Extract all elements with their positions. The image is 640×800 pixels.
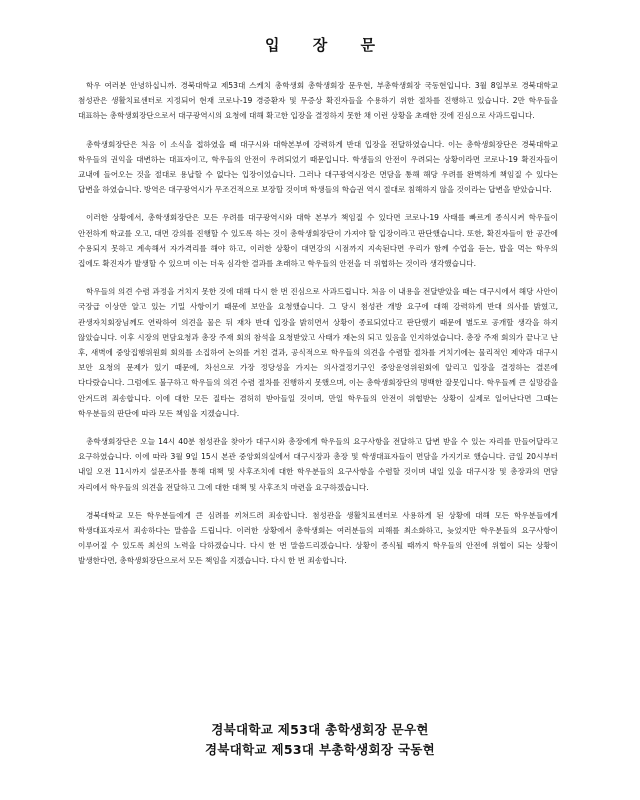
paragraph-apology: 학우들의 의견 수렴 과정을 거치지 못한 것에 대해 다시 한 번 진심으로 사과드립니다. 처음 이 내용을 전달받았을 때는 대구시에서 해당 사안이 국장급 이상만 알고 있는 기밀 사항이기 때문에 보안을 요청했습니다. 그 당시 첨성관 개방 요구에 대해 강력하게 반대 의사를 밝혔고, 관생자치회장님께도 연락하여 의견을 물은 뒤 재차 반대 입장을 밝히면서 상황이 종료되었다고 판단했기 때문에 별도로 공개할 생각을 하지 않았습니다. 이후 시장의 면담요청과 총장 주재 회의 참석을 요청받았고 사태가 재논의 되고 있음을 인지하였습니다. 총장 주재 회의가 끝나고 난 후, 새벽에 중앙집행위원회 회의를 소집하여 논의를 거친 결과, 공식적으로 학우들의 의견을 수렴할 절차를 거치기에는 물리적인 제약과 대구시 보안 요청의 문제가 있기 때문에, 차선으로 가장 정당성을 가지는 의사결정기구인 중앙운영위원회에 알리고 입장을 결정하는 결론에 다다랐습니다. 그럼에도 불구하고 학우들의 의견 수렴 절차를 진행하지 못했으며, 이는 총학생회장단의 명백한 잘못입니다. 학우들께 큰 실망감을 안겨드려 죄송합니다. 이에 대한 모든 질타는 겸허히 받아들일 것이며, 만일 학우들의 안전이 위협받는 상황이 실제로 일어난다면 그때는 학우분들의 판단에 따라 모든 책임을 지겠습니다. [78, 287, 558, 418]
signature-president: 경북대학교 제53대 총학생회장 문우현 [211, 722, 429, 737]
signature-vice-president: 경북대학교 제53대 부총학생회장 국동현 [205, 742, 435, 757]
paragraph-initial-opposition: 총학생회장단은 처음 이 소식을 접하였을 때 대구시와 대학본부에 강력하게 반대 입장을 전달하였습니다. 이는 총학생회장단은 경북대학교 학우들의 권익을 대변하는 대표자이고, 학우들의 안전이 우려되었기 때문입니다. 학생들의 안전이 우려되는 상황이라면 코로나-19 확진자들이 교내에 들어오는 것을 절대로 용납할 수 없다는 입장이었습니다. 그러나 대구광역시장은 면담을 통해 해당 우려를 완벽하게 책임질 수 있다는 답변을 하였습니다. 방역은 대구광역시가 무조건적으로 보장할 것이며 학생들의 학습권 역시 절대로 침해하지 않을 것이라는 답변을 받았습니다. [78, 139, 558, 195]
paragraph-meeting-plan: 총학생회장단은 오늘 14시 40분 첨성관을 찾아가 대구시와 총장에게 학우들의 요구사항을 전달하고 답변 받을 수 있는 자리를 만들어달라고 요구하였습니다. 이에 따라 3월 9일 15시 본관 중앙회의실에서 대구시장과 총장 및 학생대표자들이 면담을 가지기로 했습니다. 금일 20시부터 내일 오전 11시까지 설문조사를 통해 대책 및 사후조치에 대한 학우분들의 요구사항을 수렴할 것이며 내일 있을 대구시장 및 총장과의 면담 자리에서 학우들의 의견을 전달하고 그에 대한 대책 및 사후조치 마련을 요구하겠습니다. [78, 437, 558, 492]
signature-block [0, 720, 640, 760]
paragraph-closing: 경북대학교 모든 학우분들에게 큰 심려를 끼쳐드려 죄송합니다. 첨성관을 생활치료센터로 사용하게 된 상황에 대해 모든 학우분들에게 학생대표자로서 죄송하다는 말씀을 드립니다. 이러한 상황에서 총학생회는 여러분들의 피해를 최소화하고, 늦었지만 학우분들의 요구사항이 이루어질 수 있도록 최선의 노력을 다하겠습니다. 다시 한 번 말씀드리겠습니다. 상황이 종식될 때까지 학우들의 안전에 위협이 되는 상황이 발생한다면, 총학생회장단으로서 모든 책임을 지겠습니다. 다시 한 번 죄송합니다. [78, 510, 558, 566]
paragraph-greeting: 학우 여러분 안녕하십니까. 경북대학교 제53대 스케치 총학생회 총학생회장 문우현, 부총학생회장 국동현입니다. 3월 8일부로 경북대학교 첨성관은 생활치료센터로 지정되어 현재 코로나-19 경증환자 및 무증상 확진자들을 수용하기 위한 절차를 진행하고 있습니다. 2만 학우들을 대표하는 총학생회장단으로서 대구광역시의 요청에 대해 확고한 입장을 결정하지 못한 채 이런 상황을 초래한 것에 진심으로 사과드립니다. [78, 81, 558, 121]
page-title: 입 장 문 [265, 36, 389, 54]
paragraph-reasoning: 이러한 상황에서, 총학생회장단은 모든 우려를 대구광역시와 대학 본부가 책임질 수 있다면 코로나-19 사태를 빠르게 종식시켜 학우들이 안전하게 학교를 오고, 대면 강의를 진행할 수 있도록 하는 것이 총학생회장단이 가져야 할 입장이라고 판단했습니다. 또한, 확진자들이 한 공간에 수용되지 못하고 계속해서 자가격리를 해야 하고, 이러한 상황이 대면강의 시점까지 지속된다면 우리가 함께 수업을 듣는, 밥을 먹는 학우의 집에도 확진자가 발생할 수 있으며 이는 더욱 심각한 결과를 초래하고 학우들의 안전을 더 위협하는 것이라 생각했습니다. [78, 213, 558, 269]
statement-body [78, 78, 558, 582]
